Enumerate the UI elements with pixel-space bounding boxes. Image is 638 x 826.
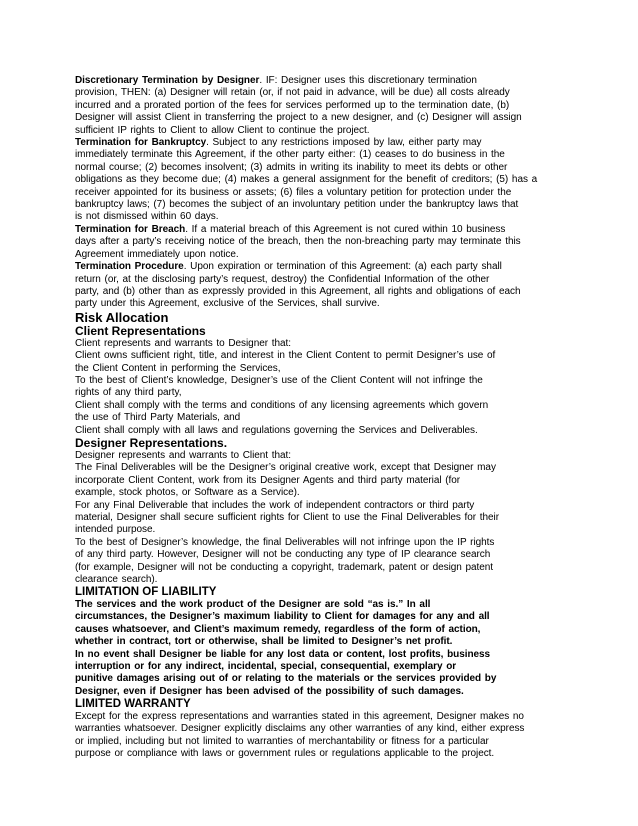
paragraph-line: Designer, even if Designer has been advised of the possibility of such damages. [75, 685, 464, 697]
paragraph-line: sufficient IP rights to Client to allow Client to continue the project. [75, 124, 370, 136]
limitation-of-liability-heading: LIMITATION OF LIABILITY [75, 586, 217, 599]
paragraph-line: normal course; (2) becomes insolvent; (3) admits in writing its inability to meet its debts or other [75, 161, 508, 173]
client-representations-list [75, 338, 545, 437]
list-item: For any Final Deliverable that includes the work of independent contractors or third party [75, 499, 475, 511]
paragraph-line: In no event shall Designer be liable for any lost data or content, lost profits, business [75, 648, 491, 660]
list-item: (for example, Designer will not be conducting a copyright, trademark, patent or design patent [75, 561, 494, 573]
paragraph-line: Agreement immediately upon notice. [75, 248, 239, 260]
list-item: Client shall comply with all laws and regulations governing the Services and Deliverables. [75, 424, 478, 436]
paragraph-line: warranties whatsoever. Designer explicitly disclaims any other warranties of any kind, either express [75, 723, 525, 735]
paragraph-line: days after a party’s receiving notice of the breach, then the non-breaching party may terminate this [75, 236, 521, 248]
designer-representations-list [75, 450, 545, 586]
paragraph-line: purpose or compliance with laws or government rules or regulations applicable to the project. [75, 748, 495, 760]
paragraph-line: obligations as they become due; (4) makes a general assignment for the benefit of creditors; (5) has a [75, 174, 538, 186]
list-item: of any third party. However, Designer will not be conducting any type of IP clearance search [75, 549, 491, 561]
paragraph-line: Except for the express representations and warranties stated in this agreement, Designer makes no [75, 710, 524, 722]
paragraph-line: provision, THEN: (a) Designer will retain (or, if not paid in advance, will be due) all costs already [75, 87, 510, 99]
paragraph-line: The services and the work product of the Designer are sold “as is.” In all [75, 599, 431, 611]
designer-representations-heading: Designer Representations. [75, 435, 228, 450]
paragraph-line: bankruptcy laws; (7) becomes the subject of an involuntary petition under the bankruptcy laws that [75, 199, 519, 211]
bankruptcy-termination-paragraph [75, 137, 545, 224]
list-item: To the best of Designer’s knowledge, the final Deliverables will not infringe upon the IP rights [75, 536, 495, 548]
list-item: clearance search). [75, 574, 158, 586]
limited-warranty-paragraph [75, 711, 545, 761]
paragraph-line: Designer will assist Client in transferring the project to a new designer, and (c) Designer will assign [75, 112, 522, 124]
list-item: Client shall comply with the terms and conditions of any licensing agreements which govern [75, 399, 489, 411]
paragraph-line: immediately terminate this Agreement, if the other party either: (1) ceases to do business in the [75, 149, 505, 161]
list-item: incorporate Client Content, work from its Designer Agents and third party material (for [75, 474, 461, 486]
paragraph-line: Termination for Breach. If a material breach of this Agreement is not cured within 10 business [75, 223, 506, 235]
paragraph-line: Discretionary Termination by Designer. IF: Designer uses this discretionary termination [75, 75, 477, 86]
limited-warranty-heading: LIMITED WARRANTY [75, 698, 191, 711]
paragraph-line: whether in contract, tort or otherwise, shall be limited to Designer’s net profit. [75, 636, 453, 648]
list-item: Designer represents and warrants to Client that: [75, 449, 291, 461]
list-item: the Client Content in performing the Services, [75, 362, 281, 374]
paragraph-line: is not dismissed within 60 days. [75, 211, 219, 223]
paragraph-line: or implied, including but not limited to warranties of merchantability or fitness for a particular [75, 735, 489, 747]
list-item: rights of any third party, [75, 387, 182, 399]
breach-termination-paragraph [75, 224, 545, 261]
list-item: intended purpose. [75, 524, 156, 536]
paragraph-line: party under this Agreement, exclusive of the Services, shall survive. [75, 298, 380, 310]
discretionary-termination-title: Discretionary Termination by Designer [75, 75, 260, 86]
list-item: material, Designer shall secure sufficient rights for Client to use the Final Deliverables for their [75, 512, 500, 523]
risk-allocation-heading: Risk Allocation [75, 309, 169, 325]
paragraph-line: return (or, at the disclosing party’s request, destroy) the Confidential Information of the other [75, 273, 490, 285]
client-representations-heading: Client Representations [75, 323, 206, 338]
termination-procedure-title: Termination Procedure [75, 261, 184, 273]
termination-procedure-paragraph [75, 261, 545, 311]
paragraph-line: punitive damages arising out of or relating to the materials or the services provided by [75, 673, 497, 685]
limitation-of-liability-paragraph [75, 599, 545, 698]
paragraph-line: incurred and a prorated portion of the fees for services performed up to the termination date, (b) [75, 99, 510, 111]
document-page [75, 75, 545, 761]
paragraph-line: party, and (b) other than as expressly provided in this Agreement, all rights and obligations of each [75, 285, 521, 297]
list-item: example, stock photos, or Software as a Service). [75, 487, 300, 499]
paragraph-line: Termination Procedure. Upon expiration or termination of this Agreement: (a) each party shall [75, 261, 502, 273]
paragraph-line: receiver appointed for its business or assets; (6) files a voluntary petition for protection under the [75, 186, 512, 198]
paragraph-line: Termination for Bankruptcy. Subject to any restrictions imposed by law, either party may [75, 137, 482, 149]
list-item: To the best of Client’s knowledge, Designer’s use of the Client Content will not infringe the [75, 374, 483, 386]
list-item: The Final Deliverables will be the Designer’s original creative work, except that Designer may [75, 462, 496, 474]
bankruptcy-termination-title: Termination for Bankruptcy [75, 137, 207, 149]
list-item: Client represents and warrants to Designer that: [75, 337, 291, 349]
paragraph-line: circumstances, the Designer’s maximum liability to Client for damages for any and all [75, 611, 490, 623]
paragraph-line: interruption or for any indirect, incidental, special, consequential, exemplary or [75, 661, 457, 673]
list-item: Client owns sufficient right, title, and interest in the Client Content to permit Designer’s use of [75, 350, 496, 362]
paragraph-line: causes whatsoever, and Client’s maximum remedy, regardless of the form of action, [75, 623, 481, 635]
discretionary-termination-paragraph [75, 75, 545, 137]
list-item: the use of Third Party Materials, and [75, 412, 241, 424]
breach-termination-title: Termination for Breach [75, 223, 186, 235]
